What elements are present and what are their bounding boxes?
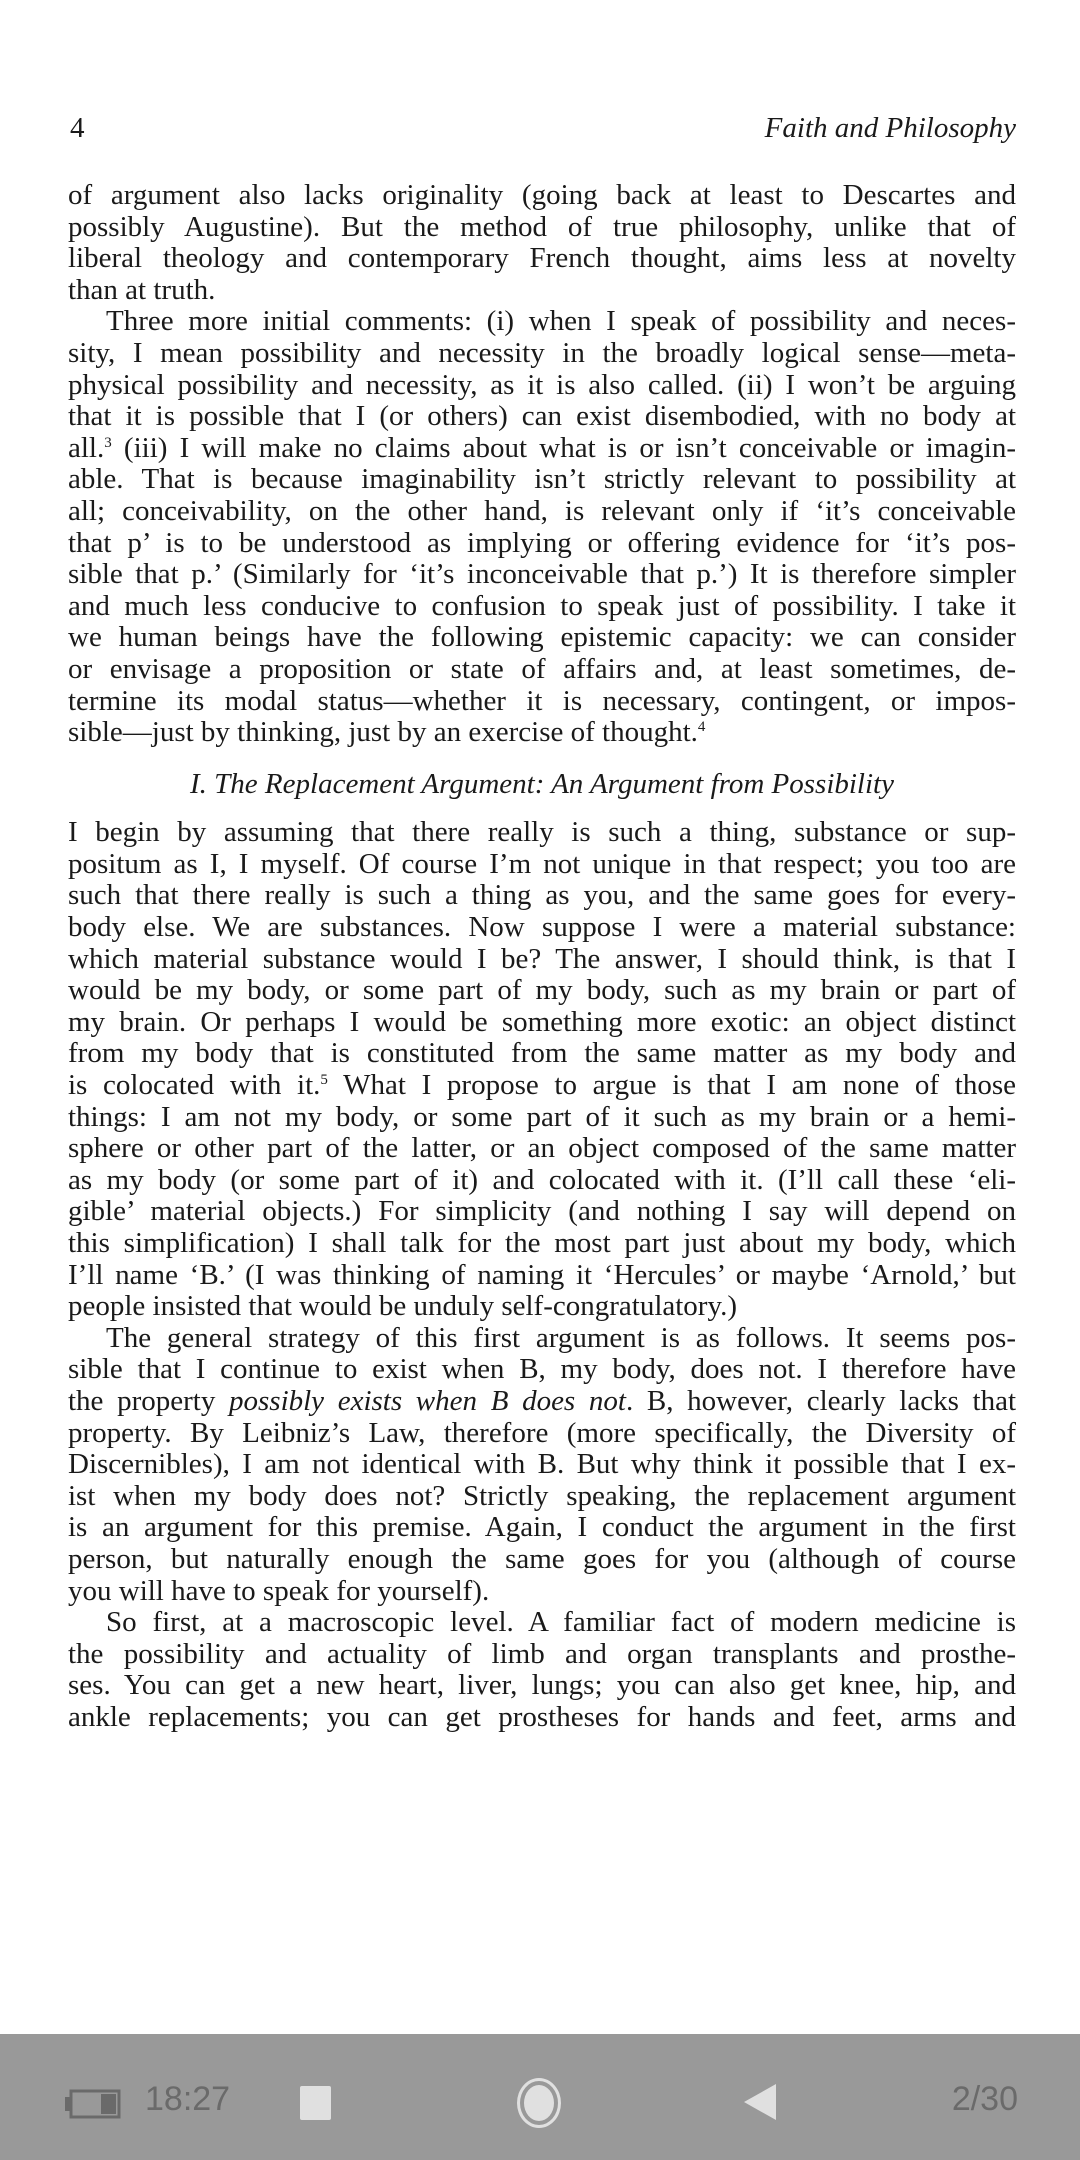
- text-line: gible’ material objects.) For simplicity (and nothing I say will depend on: [68, 1196, 1016, 1228]
- text-line: that p’ is to be understood as implying or offering evidence for ‘it’s pos-: [68, 527, 1016, 559]
- text-line: of argument also lacks originality (going back at least to Descartes and: [68, 180, 1016, 211]
- text-line: sible that p.’ (Similarly for ‘it’s inconceivable that p.’) It is therefore simpler: [68, 559, 1016, 591]
- text-segment: the property: [68, 1385, 229, 1417]
- text-line: sphere or other part of the latter, or an object composed of the same matter: [68, 1133, 1016, 1165]
- text-segment: all.: [68, 432, 105, 464]
- text-line: than at truth.: [68, 274, 216, 306]
- text-line: person, but naturally enough the same goes for you (although of course: [68, 1543, 1016, 1575]
- text-line: positum as I, I myself. Of course I’m not unique in that respect; you too are: [68, 848, 1016, 880]
- text-line: from my body that is constituted from the same matter as my body and: [68, 1038, 1016, 1070]
- text-line: would be my body, or some part of my body, such as my brain or part of: [68, 975, 1016, 1007]
- text-line: sible that I continue to exist when B, my body, does not. I therefore have: [68, 1354, 1016, 1386]
- page-counter: 2/30: [951, 2080, 1018, 2118]
- clock: 18:27: [145, 2080, 231, 2118]
- text-line: able. That is because imaginability isn’t strictly relevant to possibility at: [68, 464, 1016, 496]
- footnote-marker: 4: [697, 719, 706, 736]
- text-line: this simplification) I shall talk for the most part just about my body, which: [68, 1228, 1016, 1259]
- text-line: [68, 1070, 1016, 1102]
- text-line: Three more initial comments: (i) when I speak of possibility and neces-: [106, 306, 1016, 338]
- text-line: as my body (or some part of it) and colocated with it. (I’ll call these ‘eli-: [68, 1164, 1016, 1196]
- text-line: sity, I mean possibility and necessity in the broadly logical sense—meta-: [68, 337, 1016, 369]
- page-number: 4: [70, 112, 85, 144]
- page-text: [68, 180, 1016, 1734]
- text-line: The general strategy of this first argument is as follows. It seems pos-: [106, 1322, 1016, 1354]
- text-line: that it is possible that I (or others) can exist disembodied, with no body at: [68, 401, 1016, 433]
- text-line: ses. You can get a new heart, liver, lungs; you can also get knee, hip, and: [68, 1670, 1016, 1702]
- footnote-marker: 3: [104, 434, 112, 451]
- text-line: things: I am not my body, or some part of it such as my brain or a hemi-: [68, 1101, 1016, 1133]
- text-line: [68, 1386, 1016, 1418]
- text-line: ankle replacements; you can get prostheses for hands and feet, arms and: [68, 1701, 1016, 1733]
- text-line: my brain. Or perhaps I would be something more exotic: an object distinct: [68, 1006, 1016, 1038]
- text-line: or envisage a proposition or state of affairs and, at least sometimes, de-: [68, 653, 1016, 685]
- text-line: physical possibility and necessity, as it is also called. (ii) I won’t be arguing: [68, 369, 1016, 401]
- text-line: such that there really is such a thing as you, and the same goes for every-: [68, 880, 1016, 912]
- text-line: I’ll name ‘B.’ (I was thinking of naming it ‘Hercules’ or maybe ‘Arnold,’ but: [68, 1259, 1016, 1291]
- home-button[interactable]: [517, 2078, 561, 2128]
- text-line: possibly Augustine). But the method of true philosophy, unlike that of: [68, 211, 1016, 243]
- text-line: I begin by assuming that there really is such a thing, substance or sup-: [68, 817, 1016, 849]
- text-line: the possibility and actuality of limb and organ transplants and prosthe-: [68, 1638, 1016, 1670]
- text-line: and much less conducive to confusion to speak just of possibility. I take it: [68, 590, 1016, 622]
- section-heading: I. The Replacement Argument: An Argument from Possibility: [190, 767, 894, 800]
- footnote-marker: 5: [320, 1072, 328, 1089]
- text-line: liberal theology and contemporary French thought, aims less at novelty: [68, 243, 1016, 275]
- text-segment: possibly exists when B does not: [229, 1385, 626, 1417]
- text-line: termine its modal status—whether it is necessary, contingent, or impos-: [68, 685, 1016, 717]
- text-line: property. By Leibniz’s Law, therefore (more specifically, the Diversity of: [68, 1417, 1016, 1449]
- text-segment: is colocated with it.: [68, 1070, 321, 1102]
- text-line: which material substance would I be? The answer, I should think, is that I: [68, 943, 1016, 975]
- text-line: ist when my body does not? Strictly speaking, the replacement argument: [68, 1480, 1016, 1512]
- battery-icon: [65, 2089, 121, 2119]
- text-line: [68, 717, 1016, 749]
- text-segment: What I propose to argue is that I am none of those: [327, 1070, 1016, 1102]
- text-line: body else. We are substances. Now suppose I were a material substance:: [68, 912, 1016, 944]
- text-line: is an argument for this premise. Again, I conduct the argument in the first: [68, 1512, 1016, 1544]
- text-segment: . B, however, clearly lacks that: [625, 1385, 1016, 1417]
- text-line: So first, at a macroscopic level. A familiar fact of modern medicine is: [106, 1607, 1016, 1639]
- text-line: Discernibles), I am not identical with B. But why think it possible that I ex-: [68, 1449, 1016, 1481]
- recents-button[interactable]: [300, 2086, 331, 2120]
- text-line: people insisted that would be unduly self-congratulatory.): [68, 1291, 737, 1323]
- text-segment: sible—just by thinking, just by an exercise of thought.: [68, 717, 698, 749]
- back-button[interactable]: [744, 2084, 776, 2120]
- text-line: you will have to speak for yourself).: [68, 1575, 490, 1607]
- text-segment: (iii) I will make no claims about what is or isn’t conceivable or imagin-: [111, 432, 1016, 464]
- running-title: Faith and Philosophy: [764, 112, 1016, 144]
- text-line: all; conceivability, on the other hand, is relevant only if ‘it’s conceivable: [68, 495, 1016, 527]
- text-line: [68, 433, 1016, 465]
- text-line: we human beings have the following epistemic capacity: we can consider: [68, 622, 1016, 654]
